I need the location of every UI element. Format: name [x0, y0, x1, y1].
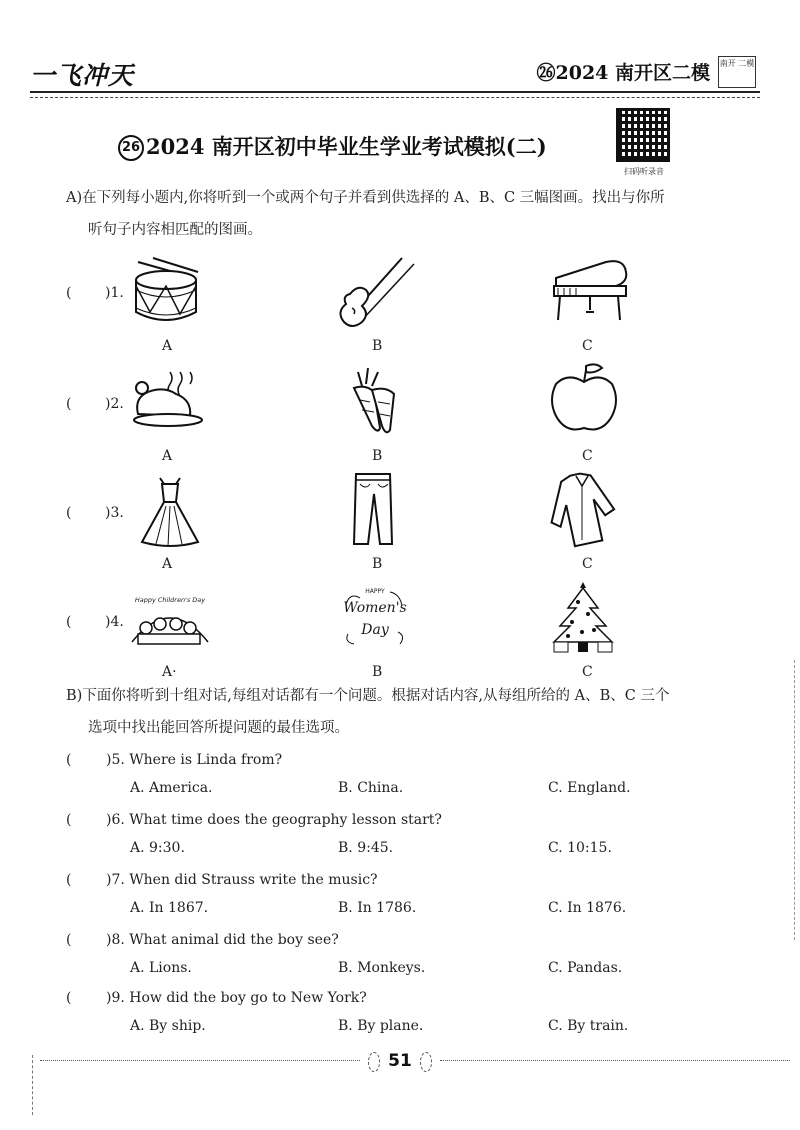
- answer-bracket[interactable]: (: [66, 505, 72, 521]
- header-exam-title: ㉖2024 南开区二模: [536, 62, 710, 84]
- binding-margin-line: [32, 1055, 34, 1115]
- dress-icon[interactable]: [138, 474, 202, 550]
- violin-icon[interactable]: [332, 254, 418, 330]
- footer-divider-left: [40, 1060, 360, 1062]
- childrens-day-icon[interactable]: [128, 590, 212, 650]
- option-c[interactable]: C. By train.: [548, 1018, 629, 1034]
- answer-bracket[interactable]: (: [66, 932, 72, 948]
- page-number: 51: [372, 1048, 428, 1074]
- option-c[interactable]: C. Pandas.: [548, 960, 623, 976]
- option-b[interactable]: B. In 1786.: [338, 900, 417, 916]
- option-c[interactable]: C. England.: [548, 780, 631, 796]
- option-b[interactable]: B. China.: [338, 780, 404, 796]
- qr-caption: 扫码听录音: [624, 167, 664, 176]
- publisher-logo: 一飞冲天: [30, 61, 135, 90]
- answer-bracket[interactable]: (: [66, 396, 72, 412]
- header-rule: [30, 91, 760, 98]
- option-c[interactable]: C. In 1876.: [548, 900, 627, 916]
- option-label: B: [372, 338, 383, 354]
- option-label: C: [582, 664, 593, 680]
- womens-day-top: HAPPY: [365, 588, 385, 595]
- section-b-instruction: [66, 686, 746, 738]
- section-a-line1: A)在下列每小题内,你将听到一个或两个句子并看到供选择的 A、B、C 三幅图画。找出与你所: [66, 190, 665, 206]
- shirt-icon[interactable]: [548, 472, 618, 548]
- womens-day-mid: Women's: [343, 600, 407, 616]
- option-label: A: [162, 556, 173, 572]
- answer-bracket[interactable]: (: [66, 812, 72, 828]
- option-label: C: [582, 556, 593, 572]
- option-label: B: [372, 448, 383, 464]
- title-circled-number: 26: [118, 135, 144, 161]
- answer-bracket[interactable]: (: [66, 614, 72, 630]
- qr-code-icon[interactable]: [616, 108, 670, 162]
- question-text: )5. Where is Linda from?: [106, 752, 283, 768]
- option-a[interactable]: A. America.: [130, 780, 213, 796]
- header-badge: 南开 二模: [718, 56, 756, 88]
- option-label: A: [162, 338, 173, 354]
- option-b[interactable]: B. By plane.: [338, 1018, 424, 1034]
- section-a-line2: 听句子内容相匹配的图画。: [88, 222, 262, 238]
- childrens-day-text: Happy Children's Day: [134, 596, 206, 604]
- roast-chicken-icon[interactable]: [130, 368, 210, 434]
- option-b[interactable]: B. 9:45.: [338, 840, 394, 856]
- option-a[interactable]: A. By ship.: [130, 1018, 206, 1034]
- title-text: 2024 南开区初中毕业生学业考试模拟(二): [146, 134, 547, 159]
- question-number: )2.: [105, 396, 124, 412]
- section-a-instruction: [66, 188, 746, 240]
- question-number: )3.: [105, 505, 124, 521]
- answer-bracket[interactable]: (: [66, 872, 72, 888]
- option-a[interactable]: A. In 1867.: [130, 900, 209, 916]
- option-c[interactable]: C. 10:15.: [548, 840, 612, 856]
- option-label: B: [372, 556, 383, 572]
- option-b[interactable]: B. Monkeys.: [338, 960, 426, 976]
- question-text: )9. How did the boy go to New York?: [106, 990, 367, 1006]
- answer-bracket[interactable]: (: [66, 752, 72, 768]
- question-text: )6. What time does the geography lesson start?: [106, 812, 442, 828]
- womens-day-bottom: Day: [361, 622, 389, 638]
- option-label: A: [162, 448, 173, 464]
- christmas-tree-icon[interactable]: [548, 580, 618, 654]
- womens-day-icon[interactable]: [340, 584, 410, 650]
- option-label: A·: [162, 664, 177, 680]
- page-title: [118, 131, 618, 161]
- option-label: B: [372, 664, 383, 680]
- footer-divider-right: [440, 1060, 790, 1062]
- drum-icon[interactable]: [128, 256, 208, 328]
- apple-icon[interactable]: [548, 360, 620, 436]
- answer-bracket[interactable]: (: [66, 990, 72, 1006]
- question-text: )8. What animal did the boy see?: [106, 932, 339, 948]
- option-a[interactable]: A. Lions.: [130, 960, 192, 976]
- trousers-icon[interactable]: [348, 470, 398, 550]
- piano-icon[interactable]: [546, 258, 636, 328]
- option-a[interactable]: A. 9:30.: [130, 840, 185, 856]
- question-number: )1.: [105, 285, 124, 301]
- option-label: C: [582, 338, 593, 354]
- question-number: )4.: [105, 614, 124, 630]
- answer-bracket[interactable]: (: [66, 285, 72, 301]
- section-b-line2: 选项中找出能回答所提问题的最佳选项。: [88, 720, 349, 736]
- page-edge-mark: [794, 660, 796, 940]
- section-b-line1: B)下面你将听到十组对话,每组对话都有一个问题。根据对话内容,从每组所给的 A、B、C 三个: [66, 688, 670, 704]
- carrots-icon[interactable]: [340, 366, 410, 436]
- question-text: )7. When did Strauss write the music?: [106, 872, 378, 888]
- option-label: C: [582, 448, 593, 464]
